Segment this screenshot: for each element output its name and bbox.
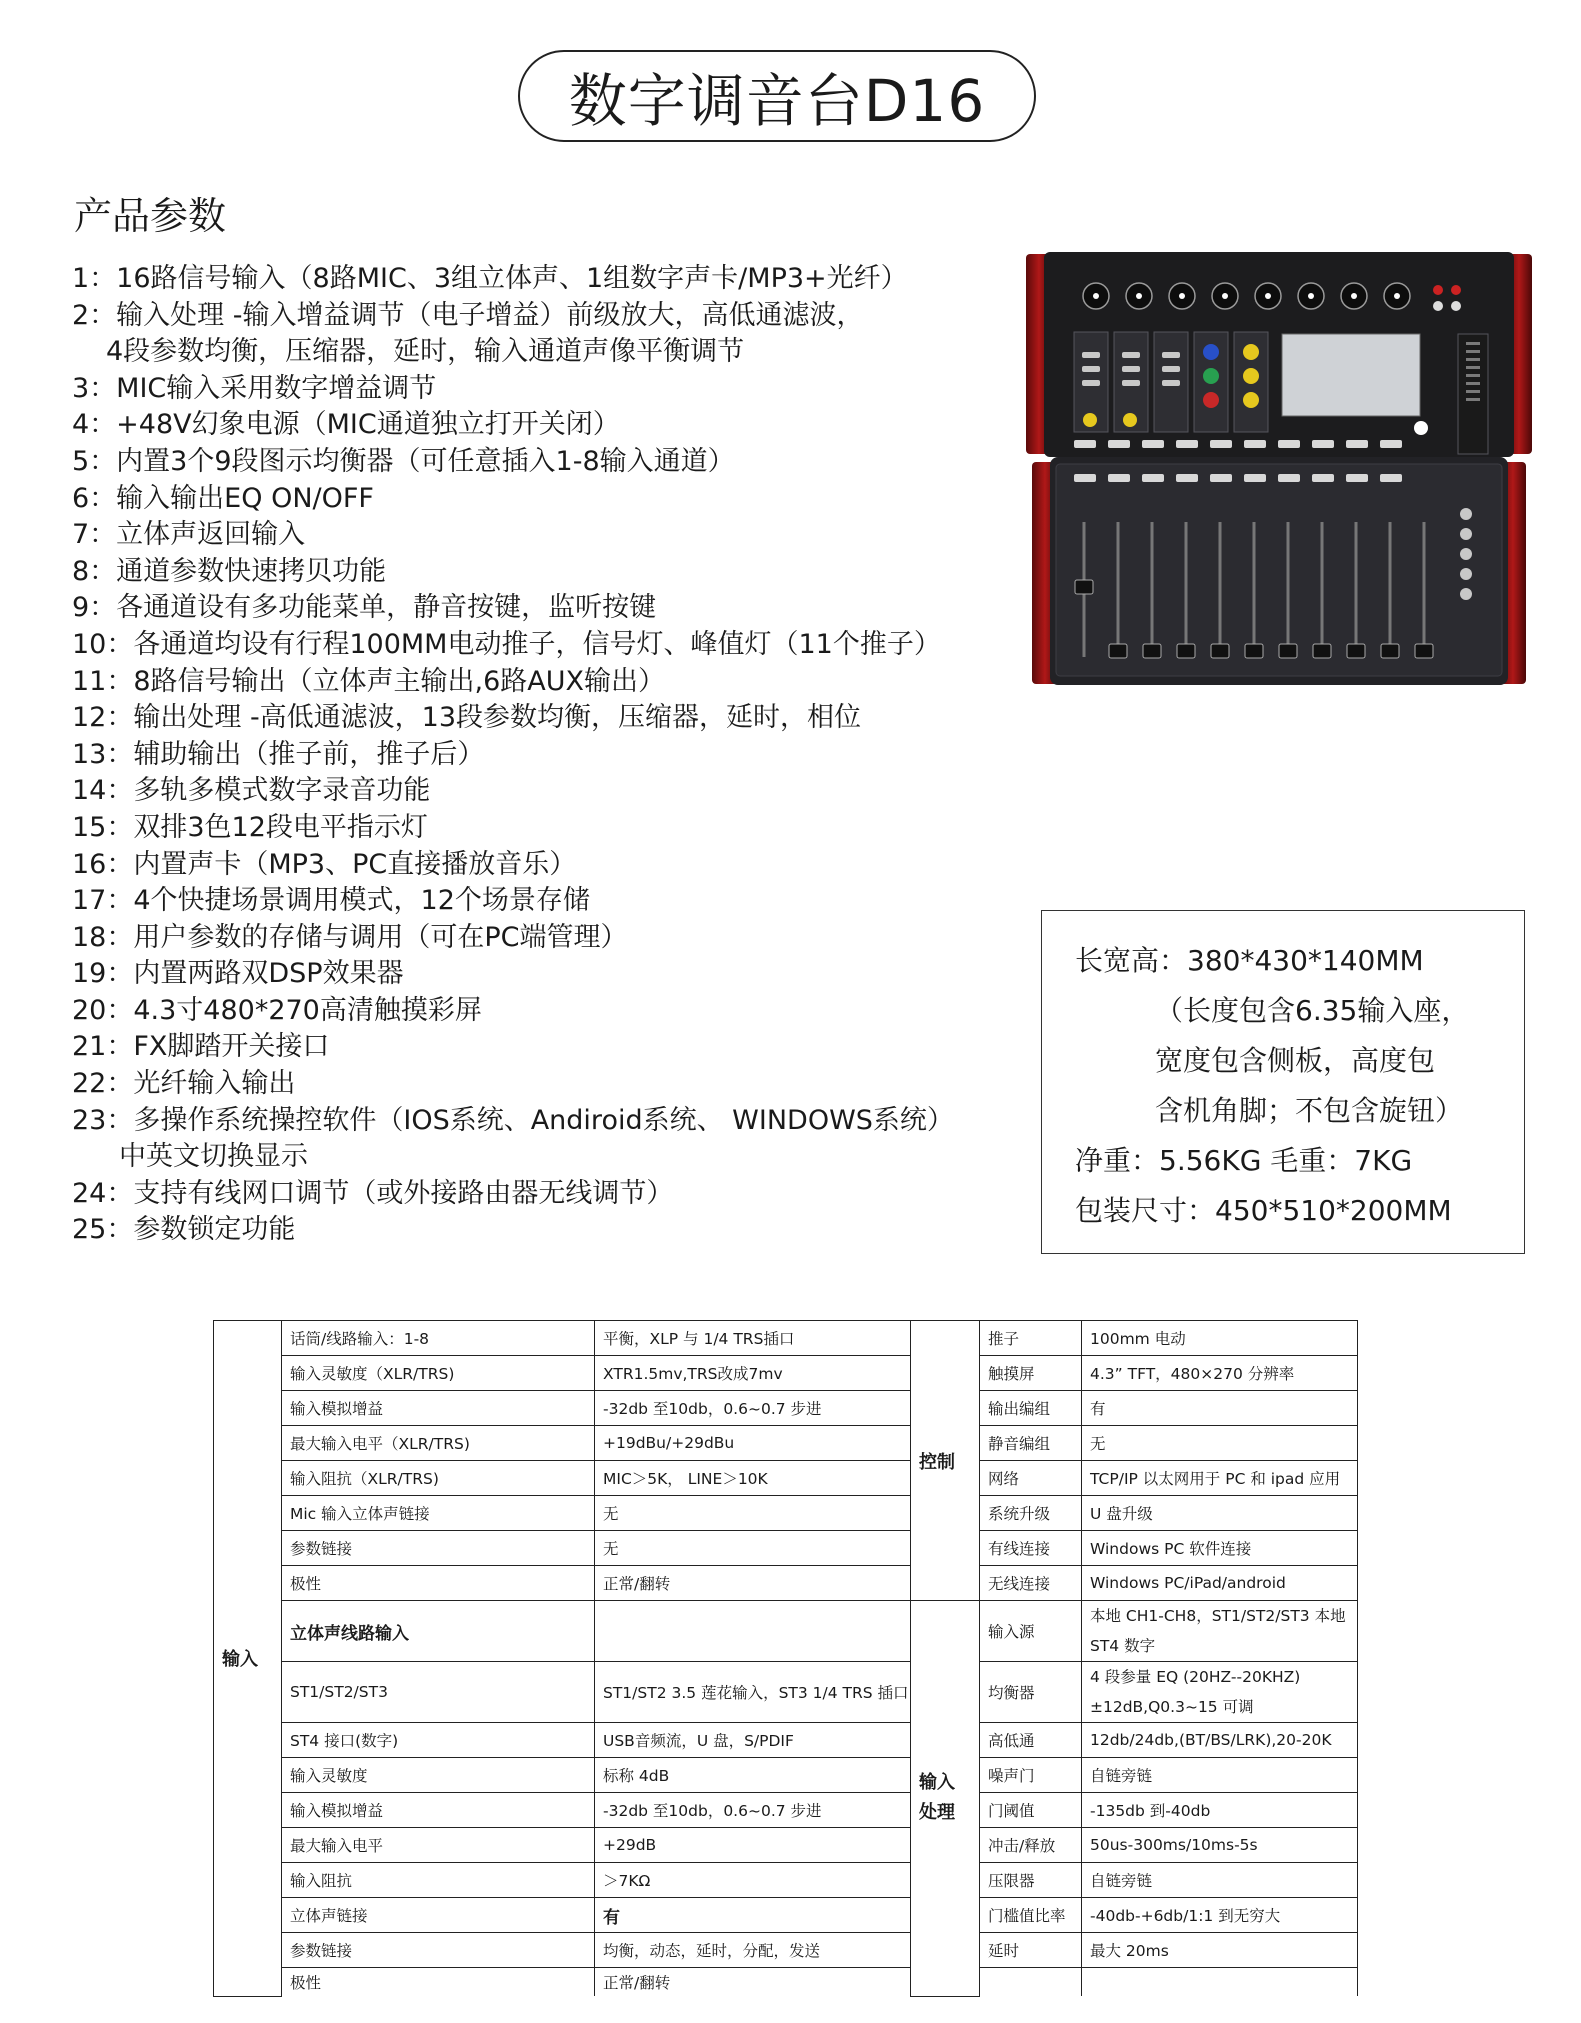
table-cell: 门槛值比率 (980, 1898, 1082, 1933)
param-item: 18：用户参数的存储与调用（可在PC端管理） (72, 921, 628, 953)
table-cell: 门阈值 (980, 1793, 1082, 1828)
table-row (214, 1426, 1358, 1461)
table-cell: 平衡，XLP 与 1/4 TRS插口 (595, 1321, 911, 1356)
table-row (214, 1566, 1358, 1601)
param-item: 7：立体声返回输入 (72, 519, 306, 551)
table-cell: 极性 (282, 1968, 595, 1997)
param-item: 12：输出处理 -高低通滤波，13段参数均衡，压缩器，延时，相位 (72, 702, 862, 734)
table-cell: Windows PC/iPad/android (1082, 1566, 1358, 1601)
table-row (214, 1828, 1358, 1863)
table-cell: 话筒/线路输入：1-8 (282, 1321, 595, 1356)
table-cell: 最大 20ms (1082, 1933, 1358, 1968)
param-item: 17：4个快捷场景调用模式，12个场景存储 (72, 885, 590, 917)
table-cell: 输入灵敏度 (282, 1758, 595, 1793)
param-item: 14：多轨多模式数字录音功能 (72, 775, 431, 807)
table-cell: 最大输入电平 (282, 1828, 595, 1863)
mixer-product-image (1026, 252, 1532, 692)
table-cell: 均衡，动态，延时，分配，发送 (595, 1933, 911, 1968)
table-cell: ST1/ST2/ST3 (282, 1662, 595, 1723)
param-item: 16：内置声卡（MP3、PC直接播放音乐） (72, 848, 577, 880)
param-item: 20：4.3寸480*270高清触摸彩屏 (72, 994, 482, 1026)
table-cell: 最大输入电平（XLR/TRS) (282, 1426, 595, 1461)
table-cell: 延时 (980, 1933, 1082, 1968)
weight: 净重：5.56KG 毛重：7KG (1075, 1144, 1413, 1177)
table-cell: 输入模拟增益 (282, 1793, 595, 1828)
table-cell: 参数链接 (282, 1531, 595, 1566)
table-cell: 网络 (980, 1461, 1082, 1496)
dimension-note: （长度包含6.35输入座， (1155, 994, 1470, 1027)
table-row (214, 1898, 1358, 1933)
spec-table (213, 1320, 1358, 1997)
package-size: 包装尺寸：450*510*200MM (1075, 1194, 1452, 1227)
table-cell: 触摸屏 (980, 1356, 1082, 1391)
table-group-label: 输入 (214, 1321, 282, 1997)
table-cell: +29dB (595, 1828, 911, 1863)
param-item: 6：输入输出EQ ON/OFF (72, 482, 374, 514)
param-item: 10：各通道均设有行程100MM电动推子，信号灯、峰值灯（11个推子） (72, 628, 941, 660)
param-item: 19：内置两路双DSP效果器 (72, 958, 404, 990)
table-row (214, 1391, 1358, 1426)
table-row (214, 1793, 1358, 1828)
table-cell: 参数链接 (282, 1933, 595, 1968)
table-cell: 无 (595, 1496, 911, 1531)
table-cell: 100mm 电动 (1082, 1321, 1358, 1356)
table-cell: 4.3” TFT，480×270 分辨率 (1082, 1356, 1358, 1391)
param-item: 15：双排3色12段电平指示灯 (72, 811, 428, 843)
table-cell: 均衡器 (980, 1662, 1082, 1723)
table-cell: 本地 CH1-CH8，ST1/ST2/ST3 本地 ST4 数字 (1082, 1601, 1358, 1662)
table-row (214, 1531, 1358, 1566)
table-cell: 噪声门 (980, 1758, 1082, 1793)
param-item: 4：+48V幻象电源（MIC通道独立打开关闭） (72, 409, 620, 441)
param-item: 8：通道参数快速拷贝功能 (72, 555, 387, 587)
table-cell: 4 段参量 EQ (20HZ--20KHZ)±12dB,Q0.3~15 可调 (1082, 1662, 1358, 1723)
table-cell: 50us-300ms/10ms-5s (1082, 1828, 1358, 1863)
table-cell: 静音编组 (980, 1426, 1082, 1461)
table-cell: TCP/IP 以太网用于 PC 和 ipad 应用 (1082, 1461, 1358, 1496)
param-item: 11：8路信号输出（立体声主输出,6路AUX输出） (72, 665, 666, 697)
table-cell: ST4 接口(数字) (282, 1723, 595, 1758)
table-cell: +19dBu/+29dBu (595, 1426, 911, 1461)
table-cell: -32db 至10db，0.6~0.7 步进 (595, 1793, 911, 1828)
param-item-continuation: 4段参数均衡，压缩器，延时，输入通道声像平衡调节 (106, 336, 745, 368)
page-title: 数字调音台D16 (518, 50, 1036, 142)
dimension-size: 长宽高：380*430*140MM (1075, 944, 1424, 977)
table-cell: 有线连接 (980, 1531, 1082, 1566)
table-cell: 压限器 (980, 1863, 1082, 1898)
table-group-label: 控制 (911, 1321, 980, 1601)
table-group-label: 输入处理 (911, 1601, 980, 1997)
param-item: 2：输入处理 -输入增益调节（电子增益）前级放大，高低通滤波， (72, 299, 864, 331)
dimension-note: 宽度包含侧板，高度包 (1155, 1044, 1436, 1077)
table-cell: 自链旁链 (1082, 1758, 1358, 1793)
param-item: 1：16路信号输入（8路MIC、3组立体声、1组数字声卡/MP3+光纤） (72, 263, 908, 294)
parameter-list (72, 261, 1022, 1249)
param-item: 5：内置3个9段图示均衡器（可任意插入1-8输入通道） (72, 445, 735, 477)
table-cell: -40db-+6db/1:1 到无穷大 (1082, 1898, 1358, 1933)
param-item (72, 1139, 1022, 1176)
table-cell: 正常/翻转 (595, 1968, 911, 1997)
table-cell: ST1/ST2 3.5 莲花输入，ST3 1/4 TRS 插口 (595, 1662, 911, 1723)
table-row (214, 1496, 1358, 1531)
table-cell: 系统升级 (980, 1496, 1082, 1531)
table-cell: Mic 输入立体声链接 (282, 1496, 595, 1531)
table-cell: 自链旁链 (1082, 1863, 1358, 1898)
table-cell: U 盘升级 (1082, 1496, 1358, 1531)
table-row (214, 1933, 1358, 1968)
table-cell: ＞7KΩ (595, 1863, 911, 1898)
table-row (214, 1758, 1358, 1793)
table-cell: 冲击/释放 (980, 1828, 1082, 1863)
param-item: 9：各通道设有多功能菜单，静音按键，监听按键 (72, 592, 657, 624)
param-item: 25：参数锁定功能 (72, 1214, 296, 1246)
param-item: 24：支持有线网口调节（或外接路由器无线调节） (72, 1177, 674, 1209)
table-cell: -135db 到-40db (1082, 1793, 1358, 1828)
table-cell: 正常/翻转 (595, 1566, 911, 1601)
table-cell: Windows PC 软件连接 (1082, 1531, 1358, 1566)
table-row (214, 1461, 1358, 1496)
param-item: 23：多操作系统操控软件（IOS系统、Andiroid系统、 WINDOWS系统） (72, 1104, 954, 1136)
table-cell: 立体声线路输入 (282, 1601, 595, 1662)
table-row (214, 1863, 1358, 1898)
dimensions-box (1041, 910, 1525, 1254)
table-cell: 输入灵敏度（XLR/TRS) (282, 1356, 595, 1391)
table-row (214, 1968, 1358, 1997)
table-cell: 极性 (282, 1566, 595, 1601)
table-row (214, 1321, 1358, 1356)
table-cell: 立体声链接 (282, 1898, 595, 1933)
table-cell: USB音频流，U 盘，S/PDIF (595, 1723, 911, 1758)
table-cell: XTR1.5mv,TRS改成7mv (595, 1356, 911, 1391)
table-cell: 无线连接 (980, 1566, 1082, 1601)
table-cell: 12db/24db,(BT/BS/LRK),20-20K (1082, 1723, 1358, 1758)
table-cell: 输入源 (980, 1601, 1082, 1662)
table-cell: 输入阻抗（XLR/TRS) (282, 1461, 595, 1496)
param-item (72, 334, 1022, 371)
table-cell: 无 (1082, 1426, 1358, 1461)
table-cell (980, 1968, 1082, 1997)
table-cell: -32db 至10db，0.6~0.7 步进 (595, 1391, 911, 1426)
table-row (214, 1723, 1358, 1758)
table-cell (595, 1601, 911, 1662)
table-cell: 标称 4dB (595, 1758, 911, 1793)
param-item-continuation: 中英文切换显示 (119, 1141, 308, 1173)
param-item: 13：辅助输出（推子前，推子后） (72, 738, 485, 770)
table-cell: 推子 (980, 1321, 1082, 1356)
table-row (214, 1356, 1358, 1391)
table-cell: MIC＞5K， LINE＞10K (595, 1461, 911, 1496)
table-row (214, 1601, 1358, 1662)
param-item: 22：光纤输入输出 (72, 1068, 296, 1100)
table-cell: 高低通 (980, 1723, 1082, 1758)
section-heading: 产品参数 (74, 194, 227, 238)
table-cell: 无 (595, 1531, 911, 1566)
table-cell (1082, 1968, 1358, 1997)
param-item: 3：MIC输入采用数字增益调节 (72, 372, 437, 404)
table-cell: 有 (1082, 1391, 1358, 1426)
table-cell: 输出编组 (980, 1391, 1082, 1426)
param-item: 21：FX脚踏开关接口 (72, 1031, 330, 1063)
table-cell: 有 (595, 1898, 911, 1933)
table-cell: 输入阻抗 (282, 1863, 595, 1898)
dimension-note: 含机角脚；不包含旋钮） (1155, 1094, 1464, 1127)
table-cell: 输入模拟增益 (282, 1391, 595, 1426)
table-row (214, 1662, 1358, 1723)
